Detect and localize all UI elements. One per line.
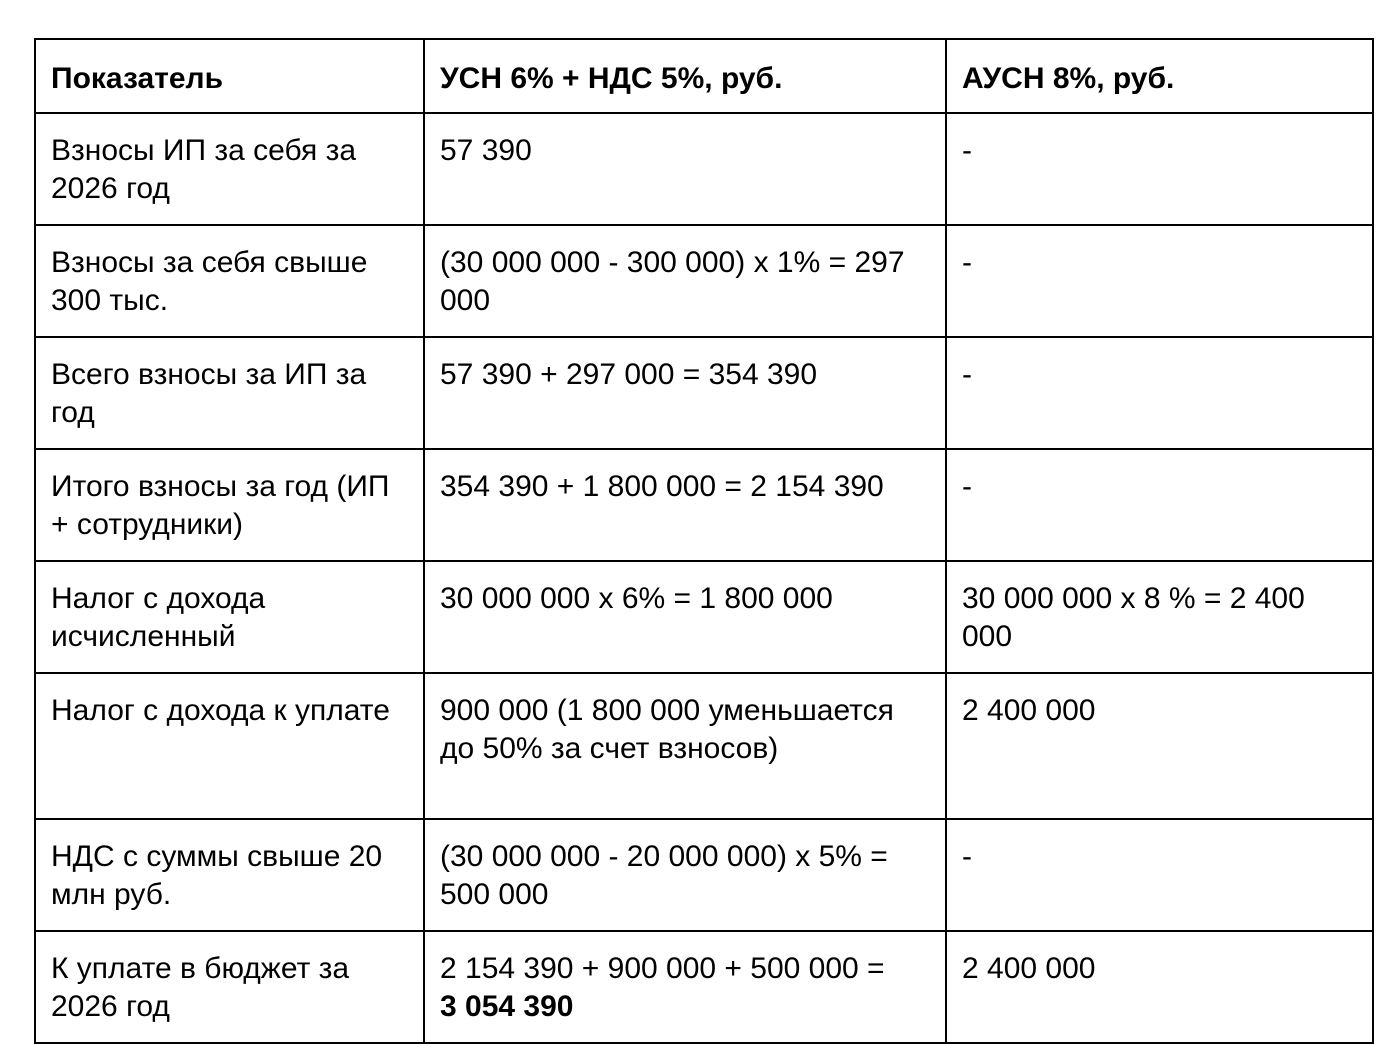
- cell-usn: (30 000 000 - 20 000 000) x 5% = 500 000: [424, 819, 946, 931]
- cell-ausn: 30 000 000 x 8 % = 2 400 000: [946, 561, 1373, 673]
- cell-ausn: -: [946, 449, 1373, 561]
- cell-ausn: -: [946, 113, 1373, 225]
- table-row: [35, 561, 1373, 673]
- cell-ausn: -: [946, 819, 1373, 931]
- cell-ausn: -: [946, 225, 1373, 337]
- table-row: [35, 819, 1373, 931]
- total-formula: 2 154 390 + 900 000 + 500 000 =: [440, 952, 885, 985]
- cell-ausn: -: [946, 337, 1373, 449]
- table-header-row: [35, 39, 1373, 113]
- cell-indicator: Взносы ИП за себя за 2026 год: [35, 113, 424, 225]
- total-usn-value: 3 054 390: [440, 990, 574, 1023]
- cell-indicator: НДС с суммы свыше 20 млн руб.: [35, 819, 424, 931]
- cell-usn: 30 000 000 x 6% = 1 800 000: [424, 561, 946, 673]
- table-row: [35, 225, 1373, 337]
- table-row: [35, 113, 1373, 225]
- cell-usn: 900 000 (1 800 000 уменьшается до 50% за счет взносов): [424, 673, 946, 819]
- cell-indicator: Налог с дохода исчисленный: [35, 561, 424, 673]
- cell-usn: (30 000 000 - 300 000) x 1% = 297 000: [424, 225, 946, 337]
- total-ausn-value: 2 400 000: [946, 931, 1373, 1043]
- cell-usn: [424, 931, 946, 1043]
- table-row: [35, 673, 1373, 819]
- table-row: [35, 449, 1373, 561]
- table-row-total: [35, 931, 1373, 1043]
- cell-indicator: Всего взносы за ИП за год: [35, 337, 424, 449]
- cell-usn: 57 390 + 297 000 = 354 390: [424, 337, 946, 449]
- cell-usn: 354 390 + 1 800 000 = 2 154 390: [424, 449, 946, 561]
- cell-usn: 57 390: [424, 113, 946, 225]
- header-usn: УСН 6% + НДС 5%, руб.: [424, 39, 946, 113]
- header-ausn: АУСН 8%, руб.: [946, 39, 1373, 113]
- header-indicator: Показатель: [35, 39, 424, 113]
- tax-comparison-table: [34, 38, 1374, 1044]
- cell-ausn: 2 400 000: [946, 673, 1373, 819]
- cell-indicator: Налог с дохода к уплате: [35, 673, 424, 819]
- cell-indicator: Итого взносы за год (ИП + сотрудники): [35, 449, 424, 561]
- cell-indicator: К уплате в бюджет за 2026 год: [35, 931, 424, 1043]
- table-row: [35, 337, 1373, 449]
- cell-indicator: Взносы за себя свыше 300 тыс.: [35, 225, 424, 337]
